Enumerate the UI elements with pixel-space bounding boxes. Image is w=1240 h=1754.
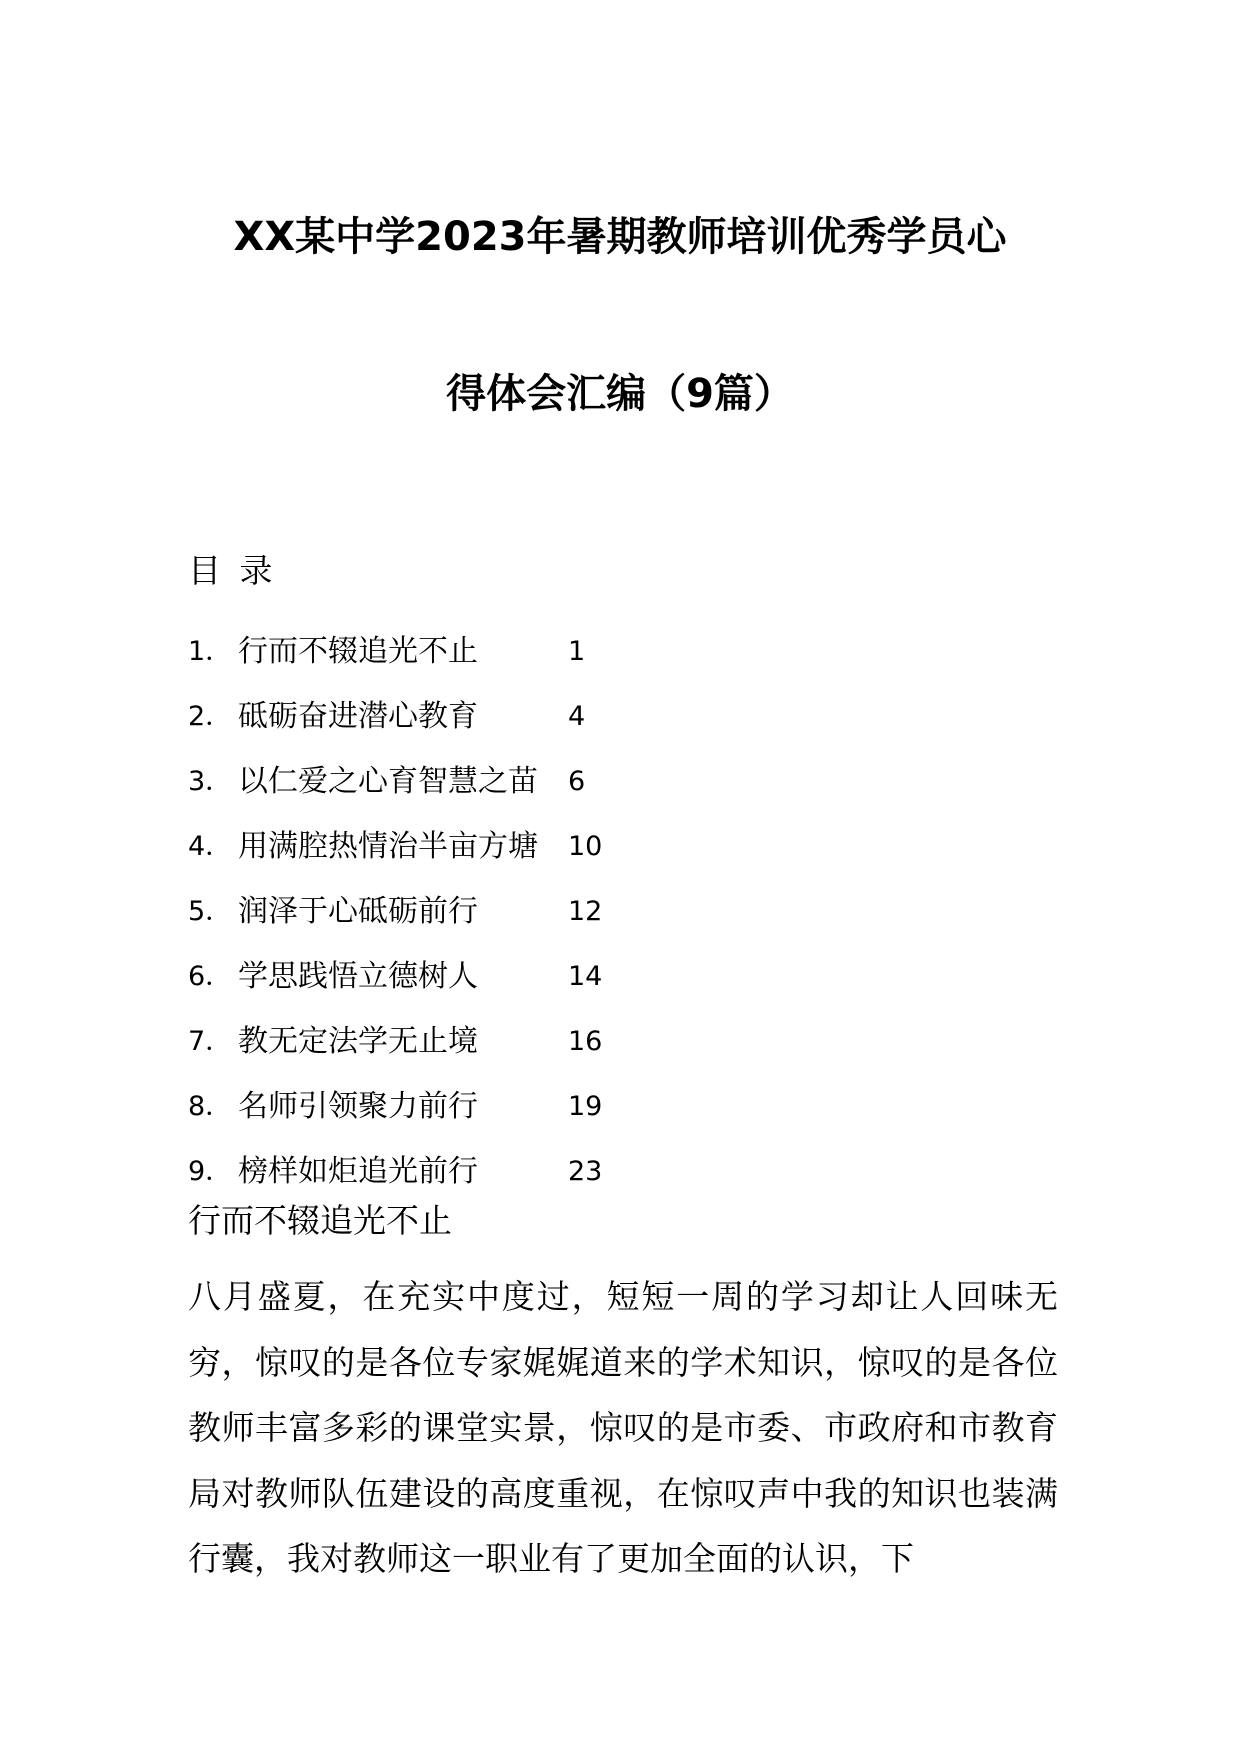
toc-item-number: 4． [188, 830, 233, 862]
document-title-line-2: 得体会汇编（9篇） [446, 371, 794, 417]
toc-item-title: 润泽于心砥砺前行 [238, 893, 478, 929]
toc-item-page: 6 [568, 765, 586, 797]
toc-item-page: 4 [568, 700, 586, 732]
toc-item-title: 以仁爱之心育智慧之苗 [238, 763, 538, 799]
toc-item [188, 684, 1088, 749]
toc-item [188, 1009, 1088, 1074]
toc-item-page: 10 [568, 830, 603, 862]
toc-item-title: 行而不辍追光不止 [238, 633, 478, 669]
toc-item-number: 8． [188, 1090, 233, 1122]
toc-item-page: 19 [568, 1090, 603, 1122]
body-paragraph: 八月盛夏，在充实中度过，短短一周的学习却让人回味无穷，惊叹的是各位专家娓娓道来的学术知识，惊叹的是各位教师丰富多彩的课堂实景，惊叹的是市委、市政府和市教育局对教师队伍建设的高度重视，在惊叹声中我的知识也装满行囊，我对教师这一职业有了更加全面的认识，下 [188, 1277, 1058, 1578]
toc-item-title: 教无定法学无止境 [238, 1023, 478, 1059]
toc-item-title: 用满腔热情治半亩方塘 [238, 828, 538, 864]
section-title: 行而不辍追光不止 [188, 1201, 452, 1240]
toc-item-title: 名师引领聚力前行 [238, 1088, 478, 1124]
toc-item-page: 1 [568, 635, 586, 667]
toc-item-number: 9． [188, 1155, 233, 1187]
toc-item [188, 619, 1088, 684]
table-of-contents [188, 619, 1088, 1204]
toc-item-page: 12 [568, 895, 603, 927]
toc-item [188, 944, 1088, 1009]
document-title-line-1: XX某中学2023年暑期教师培训优秀学员心 [233, 214, 1007, 260]
toc-item-title: 学思践悟立德树人 [238, 958, 478, 994]
toc-item [188, 1139, 1088, 1204]
toc-item-number: 6． [188, 960, 233, 992]
toc-item-title: 榜样如炬追光前行 [238, 1153, 478, 1189]
toc-item-page: 23 [568, 1155, 603, 1187]
toc-heading: 目 录 [188, 551, 277, 590]
toc-item-number: 3． [188, 765, 233, 797]
toc-item-page: 14 [568, 960, 603, 992]
toc-item-number: 5． [188, 895, 233, 927]
toc-item [188, 814, 1088, 879]
toc-item-page: 16 [568, 1025, 603, 1057]
toc-item [188, 749, 1088, 814]
toc-item [188, 1074, 1088, 1139]
toc-item-number: 2． [188, 700, 233, 732]
toc-item-title: 砥砺奋进潜心教育 [238, 698, 478, 734]
toc-item [188, 879, 1088, 944]
toc-item-number: 1． [188, 635, 233, 667]
toc-item-number: 7． [188, 1025, 233, 1057]
